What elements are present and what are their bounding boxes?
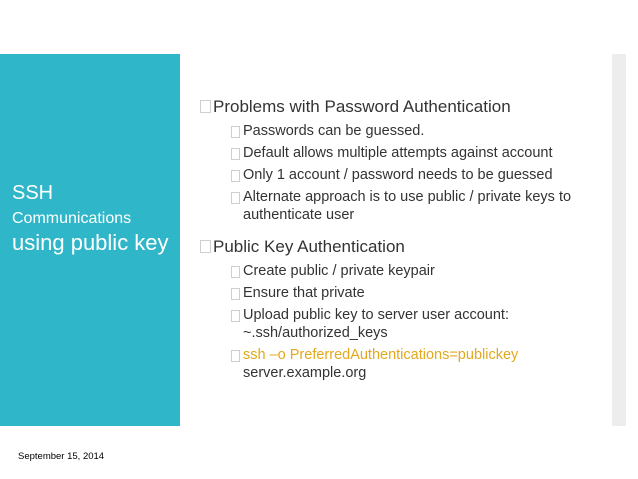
sub-bullet-text: Only 1 account / password needs to be guessed bbox=[243, 167, 553, 183]
sub-bullet-text: Default allows multiple attempts against account bbox=[243, 145, 553, 161]
sub-bullet bbox=[231, 122, 610, 140]
bullet-box-icon bbox=[231, 148, 240, 160]
sub-bullet-text: Upload public key to server user account: ~.ssh/authorized_keys bbox=[243, 307, 509, 341]
ssh-command-highlight: ssh –o PreferredAuthentications=publickey bbox=[243, 347, 519, 363]
sub-bullet-text: Ensure that private bbox=[243, 285, 365, 301]
bullet-box-icon bbox=[200, 240, 211, 253]
sub-bullet bbox=[231, 284, 610, 302]
sub-bullet-text: Passwords can be guessed. bbox=[243, 123, 425, 139]
bullet-box-icon bbox=[200, 100, 211, 113]
bullet-box-icon bbox=[231, 126, 240, 138]
sub-bullet bbox=[231, 306, 610, 342]
sub-bullet bbox=[231, 144, 610, 162]
slide-title bbox=[12, 182, 174, 256]
sub-bullet bbox=[231, 262, 610, 280]
sub-bullet-text: Create public / private keypair bbox=[243, 263, 435, 279]
right-decorative-strip bbox=[612, 54, 626, 426]
sub-bullet-text: Alternate approach is to use public / private keys to authenticate user bbox=[243, 189, 572, 223]
bullet-heading bbox=[200, 236, 610, 258]
bullet-box-icon bbox=[231, 310, 240, 322]
sub-bullet bbox=[231, 188, 610, 224]
bullet-box-icon bbox=[231, 170, 240, 182]
title-line-ssh: SSH bbox=[12, 182, 54, 204]
bullet-box-icon bbox=[231, 288, 240, 300]
title-line-using-public-key: using public key bbox=[12, 230, 169, 256]
ssh-command-host: server.example.org bbox=[243, 365, 367, 381]
bullet-box-icon bbox=[231, 192, 240, 204]
footer-date: September 15, 2014 bbox=[18, 451, 105, 462]
bullet-box-icon bbox=[231, 350, 240, 362]
slide-content bbox=[200, 96, 610, 386]
bullet-heading-text: Problems with Password Authentication bbox=[213, 97, 511, 116]
title-panel bbox=[0, 54, 180, 426]
bullet-heading bbox=[200, 96, 610, 118]
sub-bullet-command bbox=[231, 346, 610, 382]
bullet-box-icon bbox=[231, 266, 240, 278]
sub-bullet bbox=[231, 166, 610, 184]
bullet-heading-text: Public Key Authentication bbox=[213, 237, 405, 256]
title-line-communications: Communications bbox=[12, 209, 132, 227]
